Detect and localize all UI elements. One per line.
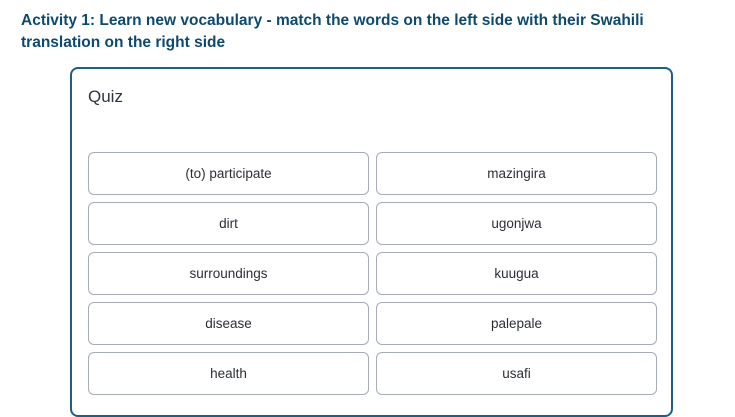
right-word-tile[interactable]: kuugua: [376, 252, 657, 295]
right-word-tile[interactable]: usafi: [376, 352, 657, 395]
right-word-tile[interactable]: palepale: [376, 302, 657, 345]
left-word-tile[interactable]: surroundings: [88, 252, 369, 295]
match-grid: [88, 152, 658, 395]
right-word-tile[interactable]: mazingira: [376, 152, 657, 195]
left-word-tile[interactable]: (to) participate: [88, 152, 369, 195]
left-word-tile[interactable]: disease: [88, 302, 369, 345]
right-word-tile[interactable]: ugonjwa: [376, 202, 657, 245]
quiz-label: Quiz: [88, 87, 123, 106]
activity-title: Activity 1: Learn new vocabulary - match the words on the left side with their Swahili translation on the right side: [21, 12, 644, 51]
left-word-tile[interactable]: health: [88, 352, 369, 395]
left-word-tile[interactable]: dirt: [88, 202, 369, 245]
quiz-card: [70, 67, 673, 417]
